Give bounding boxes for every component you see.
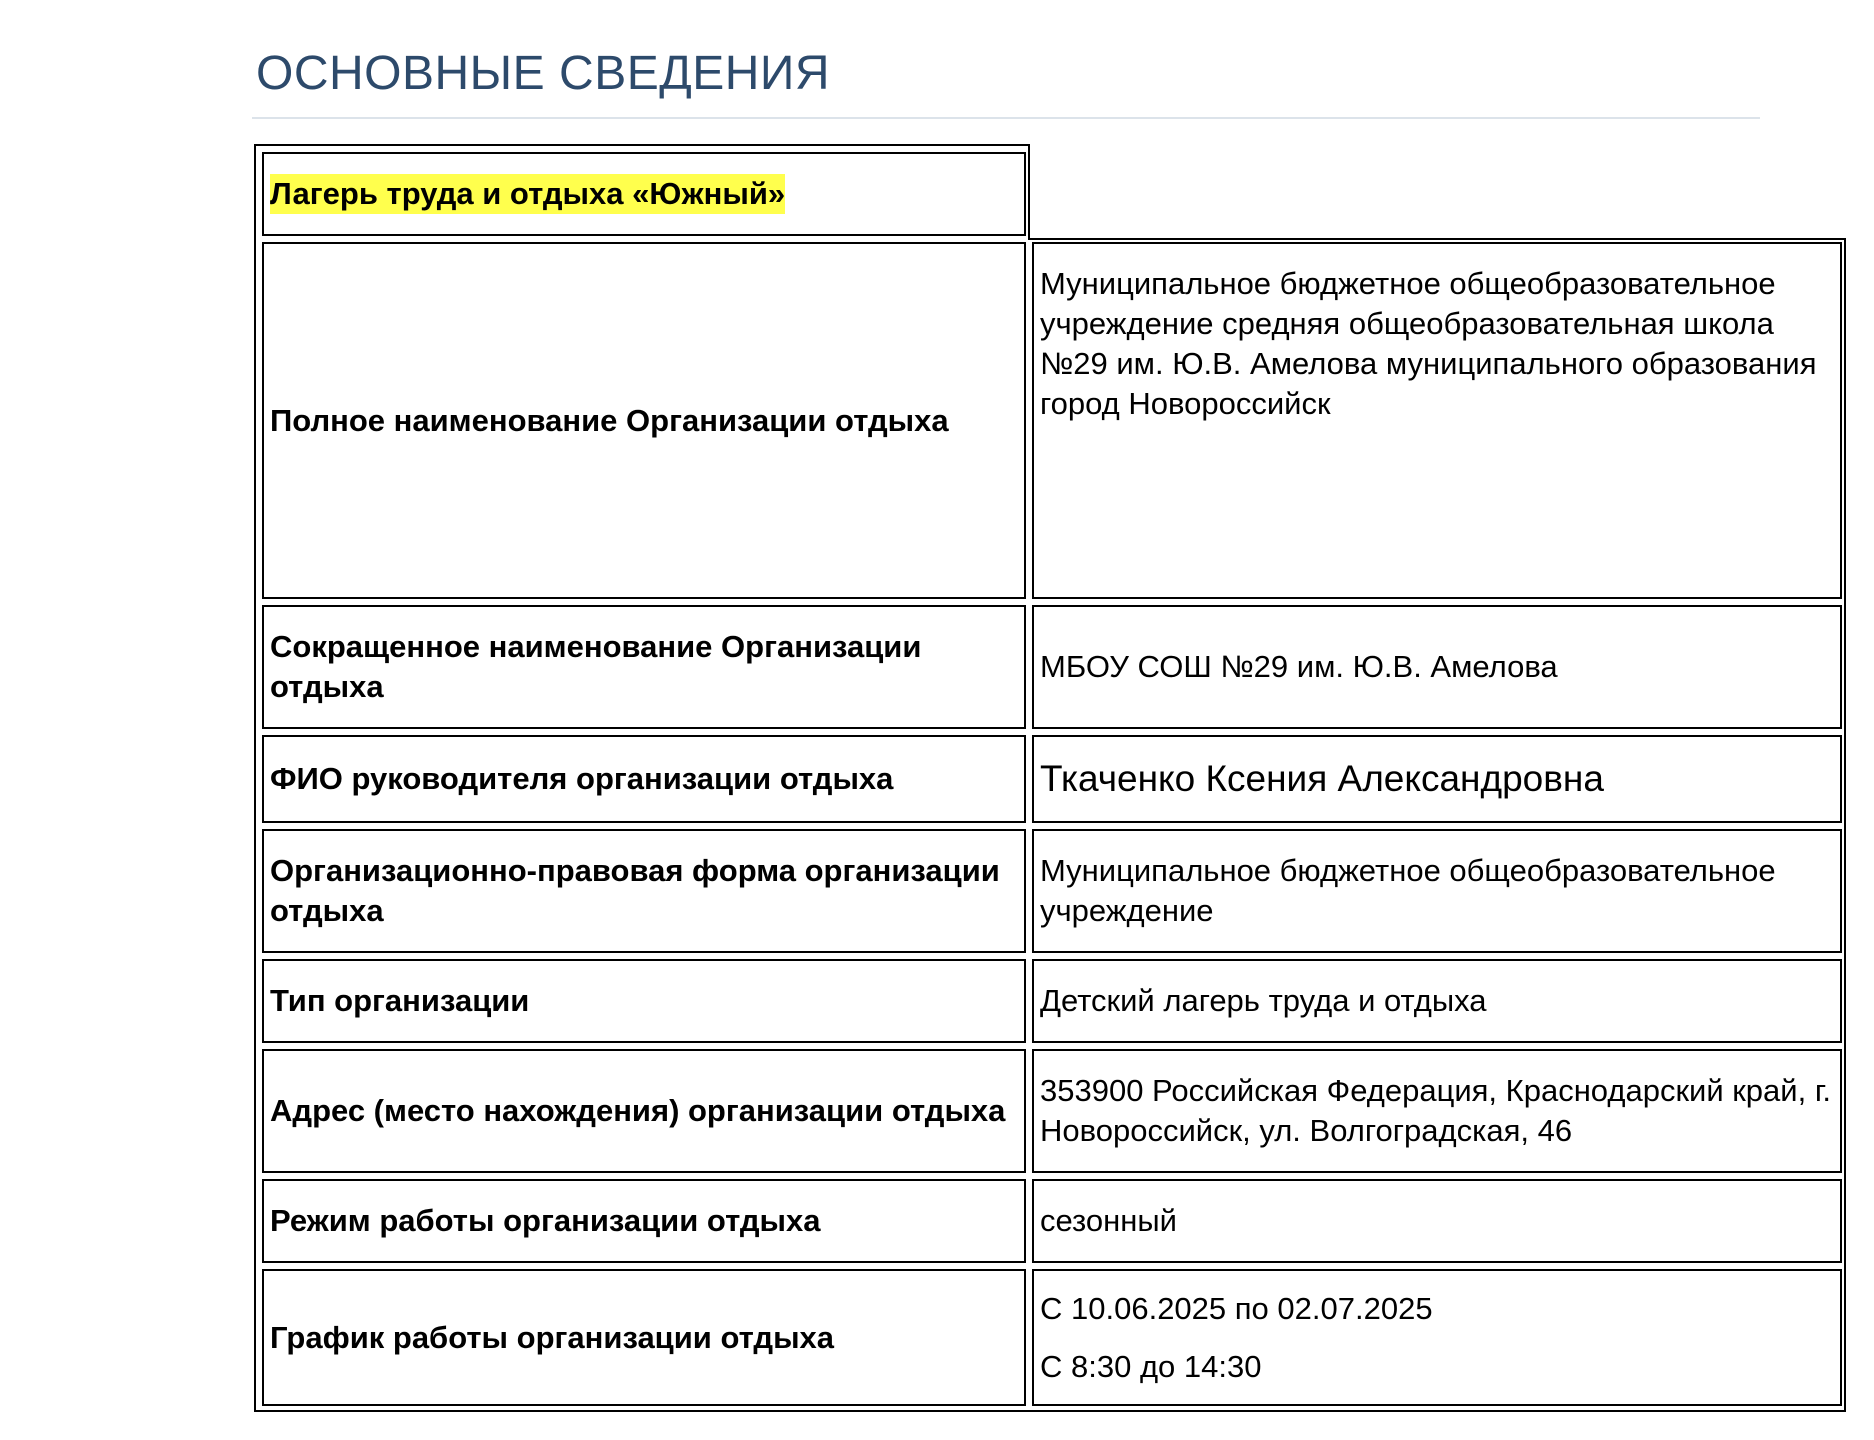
table-row-value: сезонный [1032, 1179, 1842, 1263]
table-row-value: МБОУ СОШ №29 им. Ю.В. Амелова [1032, 605, 1842, 729]
table-row-label: Сокращенное наименование Организации отдыха [262, 605, 1026, 729]
title-divider [252, 117, 1760, 119]
table-row-label: Организационно-правовая форма организации отдыха [262, 829, 1026, 953]
schedule-dates: С 10.06.2025 по 02.07.2025 [1040, 1290, 1433, 1326]
table-row-label: ФИО руководителя организации отдыха [262, 735, 1026, 823]
camp-name: Лагерь труда и отдыха «Южный» [270, 174, 785, 214]
table-row-value: Детский лагерь труда и отдыха [1032, 959, 1842, 1043]
table-row-value: Муниципальное бюджетное общеобразовательное учреждение средняя общеобразовательная школа №29 им. Ю.В. Амелова муниципального образования город Новороссийск [1032, 242, 1842, 599]
table-row-value [1032, 1269, 1842, 1406]
table-row-label: Режим работы организации отдыха [262, 1179, 1026, 1263]
schedule-lines [1040, 1289, 1433, 1387]
table-row-value: Муниципальное бюджетное общеобразовательное учреждение [1032, 829, 1842, 953]
schedule-hours: С 8:30 до 14:30 [1040, 1348, 1262, 1384]
camp-name-cell [262, 152, 1026, 236]
table-row-label: График работы организации отдыха [262, 1269, 1026, 1406]
page-title: ОСНОВНЫЕ СВЕДЕНИЯ [256, 47, 831, 100]
table-row-value: Ткаченко Ксения Александровна [1032, 735, 1842, 823]
table-row-value: 353900 Российская Федерация, Краснодарский край, г. Новороссийск, ул. Волгоградская, 46 [1032, 1049, 1842, 1173]
table-row-label: Полное наименование Организации отдыха [262, 242, 1026, 599]
table-row-label: Адрес (место нахождения) организации отдыха [262, 1049, 1026, 1173]
table-row-label: Тип организации [262, 959, 1026, 1043]
info-table [254, 144, 1846, 1416]
